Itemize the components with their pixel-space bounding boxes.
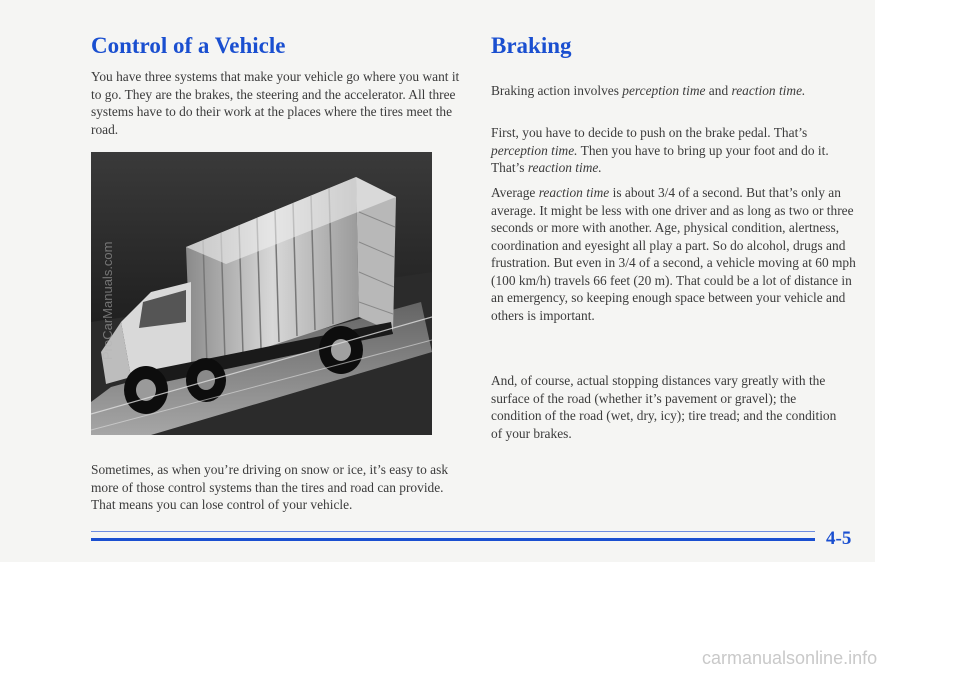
braking-p3-em-reaction: reaction time — [538, 185, 610, 200]
page-number: 4-5 — [826, 528, 852, 549]
braking-paragraph-3 — [491, 184, 859, 324]
site-watermark: carmanualsonline.info — [702, 648, 878, 668]
section-title-control: Control of a Vehicle — [91, 33, 286, 58]
truck-illustration — [91, 152, 432, 435]
braking-p1-em-perception: perception time — [622, 83, 706, 98]
braking-p1-text-b: and — [705, 83, 732, 98]
braking-paragraph-1 — [491, 82, 831, 100]
braking-p2-em-perception: perception time. — [491, 142, 578, 158]
braking-p1-text-a: Braking action involves — [491, 83, 623, 98]
braking-paragraph-2 — [491, 124, 843, 177]
truck-image — [91, 152, 432, 435]
braking-p3-text-a: Average — [491, 185, 539, 200]
braking-p2-text-a: First, you have to decide to push on the brake pedal. That’s — [491, 125, 808, 140]
footer-rule-thin — [91, 531, 815, 532]
braking-p2-em-reaction: reaction time. — [527, 160, 602, 175]
footer-rule-thick — [91, 538, 815, 541]
braking-p2-text-b: Then you have to bring up your foot and do it. That’s — [491, 142, 829, 175]
braking-p3-text-b: is about 3/4 of a second. But that’s only an average. It might be less with one driver and as long as two or three seconds or more with another. Age, physical condition, alertness, coordination and eyesight all play a part. So do alcohol, drugs and frustration. But even in 3/4 of a second, a vehicle moving at 60 mph (100 km/h) travels 66 feet (20 m). That could be a lot of distance in an emergency, so keeping enough space between your vehicle and others is important. — [491, 185, 856, 323]
control-paragraph-1: You have three systems that make your vehicle go where you want it to go. They are the brakes, the steering and the accelerator. All three systems have to do their work at the places where the tires meet the road. — [91, 69, 460, 137]
section-title-braking: Braking — [491, 33, 572, 58]
watermark-text: ProCarManuals.com — [100, 241, 115, 360]
braking-p1-em-reaction: reaction time. — [731, 83, 806, 98]
braking-paragraph-4: And, of course, actual stopping distances vary greatly with the surface of the road (whether it’s pavement or gravel); the condition of the road (wet, dry, icy); tire tread; and the condition of your brakes. — [491, 373, 837, 441]
control-paragraph-2: Sometimes, as when you’re driving on snow or ice, it’s easy to ask more of those control systems than the tires and road can provide. That means you can lose control of your vehicle. — [91, 462, 449, 512]
